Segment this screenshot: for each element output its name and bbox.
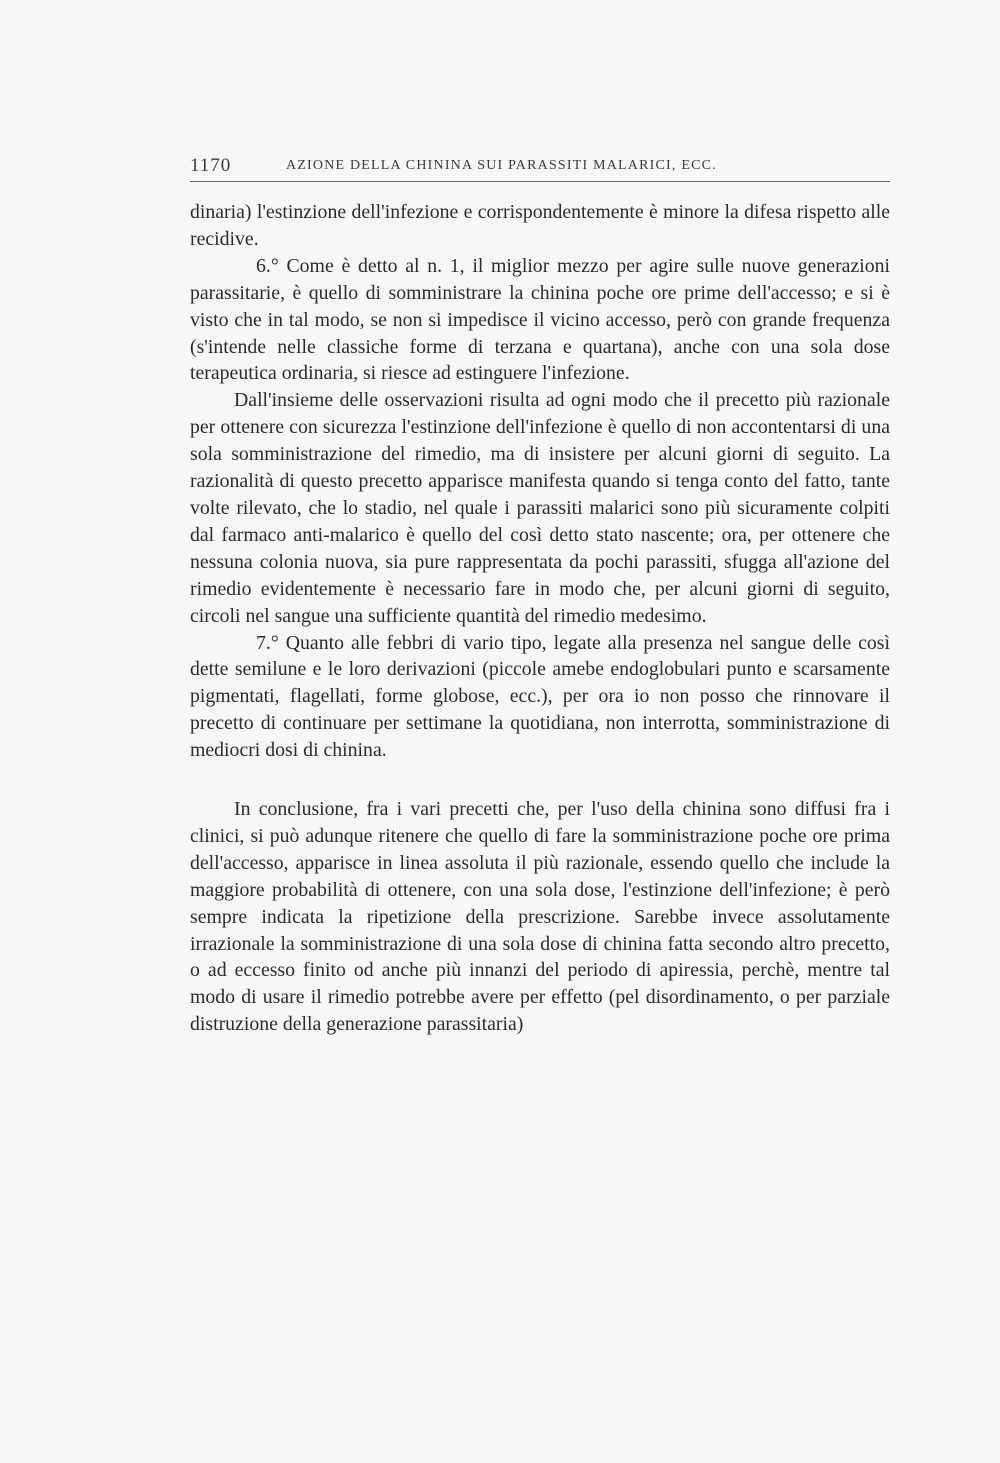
- running-title: AZIONE DELLA CHININA SUI PARASSITI MALARICI, ECC.: [286, 158, 717, 173]
- body-text: [190, 199, 890, 1038]
- paragraph-point-7: 7.° Quanto alle febbri di vario tipo, legate alla presenza nel sangue delle così dette semilune e le loro derivazioni (piccole amebe endoglobulari punto e scarsamente pigmentati, flagellati, forme globose, ecc.), per ora io non posso che rinnovare il precetto di continuare per settimane la quotidiana, non interrotta, somministrazione di mediocri dosi di chinina.: [190, 631, 890, 762]
- running-header: [190, 152, 890, 178]
- paragraph-continuation: dinaria) l'estinzione dell'infezione e corrispondentemente è minore la difesa rispetto alle recidive.: [190, 201, 890, 250]
- paragraph-point-6: 6.° Come è detto al n. 1, il miglior mezzo per agire sulle nuove generazioni parassitarie, è quello di somministrare la chinina poche ore prime dell'accesso; e si è visto che in tal modo, se non si impedisce il vicino accesso, però con grande frequenza (s'intende nelle classiche forme di terzana e quartana), anche con una sola dose terapeutica ordinaria, si riesce ad estinguere l'infezione.: [190, 254, 890, 385]
- section-spacer: [190, 764, 890, 796]
- header-rule: [190, 181, 890, 182]
- paragraph-conclusione: In conclusione, fra i vari precetti che, per l'uso della chinina sono diffusi fra i clinici, si può adunque ritenere che quello di fare la somministrazione poche ore prima dell'accesso, apparisce in linea assoluta il più razionale, essendo quello che include la maggiore probabilità di ottenere, con una sola dose, l'estinzione dell'infezione; è però sempre indicata la ripetizione della prescrizione. Sarebbe invece assolutamente irrazionale la somministrazione di una sola dose di chinina fatta secondo altro precetto, o ad eccesso finito od anche più innanzi del periodo di apiressia, perchè, mentre tal modo di usare il rimedio potrebbe avere per effetto (pel disordinamento, o per parziale distruzione della generazione parassitaria): [190, 798, 890, 1036]
- page-number: 1170: [190, 155, 232, 176]
- paragraph-insieme: Dall'insieme delle osservazioni risulta ad ogni modo che il precetto più razionale per ottenere con sicurezza l'estinzione dell'infezione è quello di non accontentarsi di una sola somministrazione del rimedio, ma di insistere per alcuni giorni di seguito. La razionalità di questo precetto apparisce manifesta quando si tenga conto del fatto, tante volte rilevato, che lo stadio, nel quale i parassiti malarici sono più sicuramente colpiti dal farmaco anti-malarico è quello del così detto stato nascente; ora, per ottenere che nessuna colonia nuova, sia pure rappresentata da pochi parassiti, sfugga all'azione del rimedio evidentemente è necessario fare in modo che, per alcuni giorni di seguito, circoli nel sangue una sufficiente quantità del rimedio medesimo.: [190, 389, 890, 627]
